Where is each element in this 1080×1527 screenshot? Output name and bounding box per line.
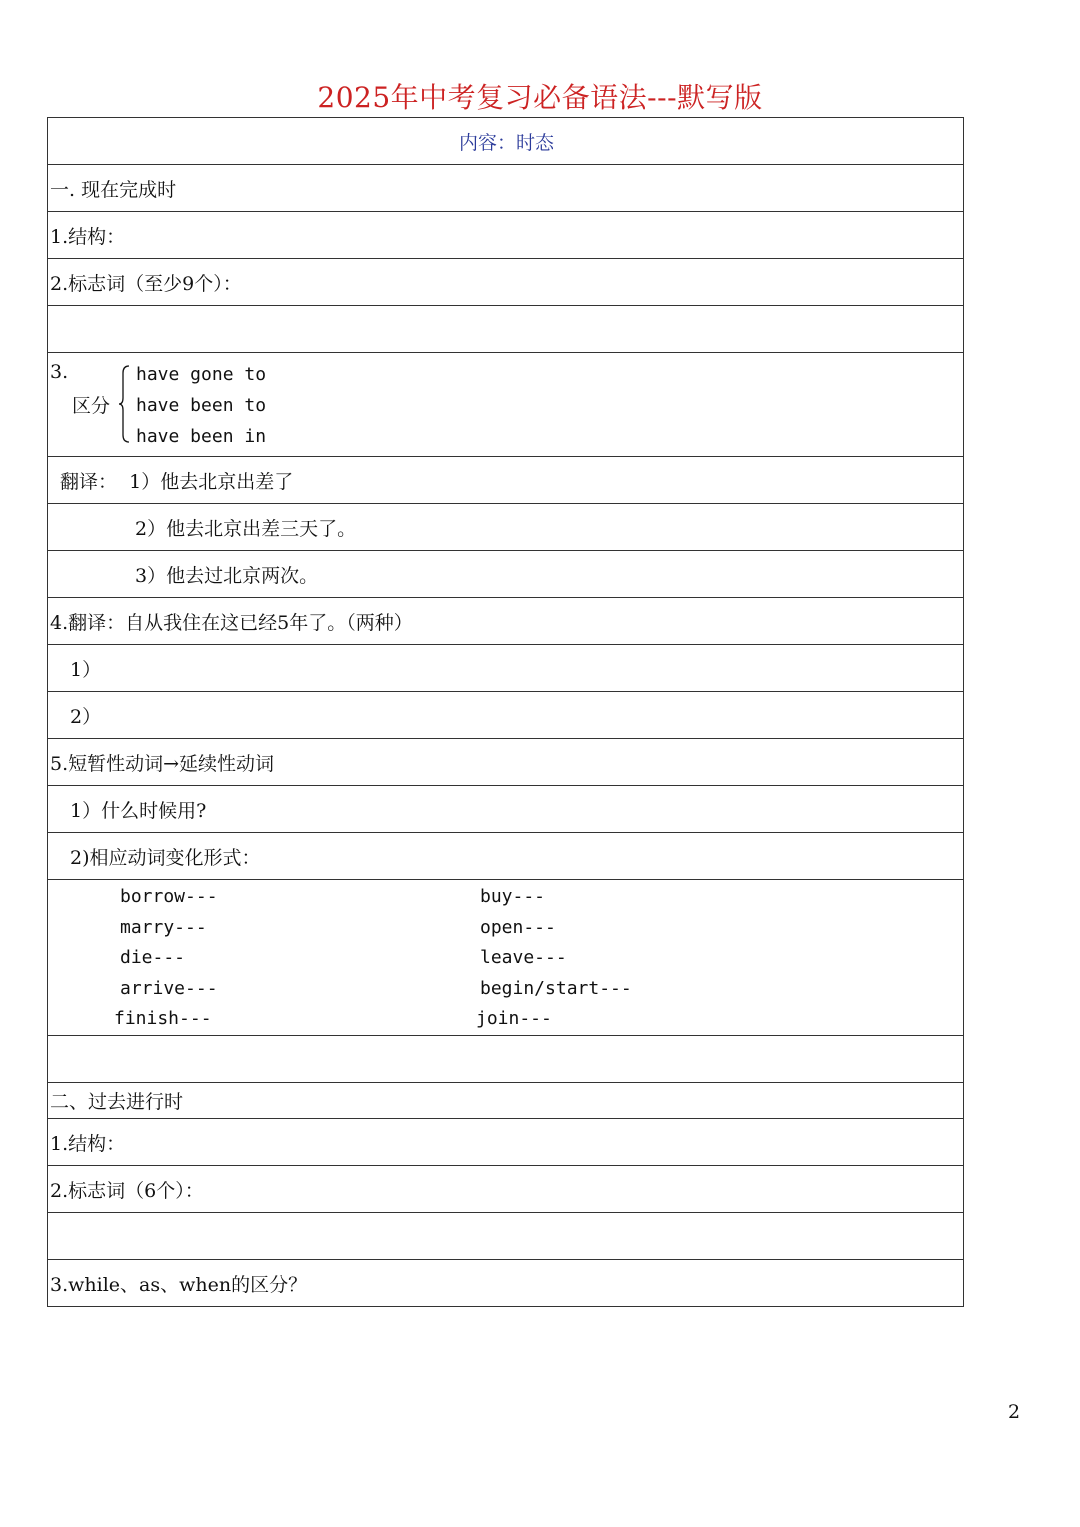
verb-left: finish--- [114,1008,212,1029]
section1-heading: 一. 现在完成时 [48,165,964,212]
verb-right: buy--- [480,886,546,907]
translate-row-1 [48,457,964,504]
s1-blank [48,1036,964,1083]
s2-signals: 2.标志词（6个）： [48,1166,964,1213]
verb-right: join--- [476,1008,552,1029]
diff-label: 区分 [72,395,111,417]
q4-answer-1: 1） [48,645,964,692]
s2-signals-blank [48,1213,964,1260]
verb-right: begin/start--- [480,978,632,999]
verb-left: die--- [120,947,186,968]
translate-row-2: 2）他去北京出差三天了。 [48,504,964,551]
diff-number: 3. [50,361,69,383]
verb-right: leave--- [480,947,567,968]
translate-row-3: 3）他去过北京两次。 [48,551,964,598]
diff-item: have been in [136,426,267,447]
verb-left: marry--- [120,917,207,938]
brace-icon [118,365,130,443]
diff-item: have gone to [136,364,267,385]
q4-answer-2: 2） [48,692,964,739]
s1-q4: 4.翻译：自从我住在这已经5年了。（两种） [48,598,964,645]
verb-left: borrow--- [120,886,218,907]
translation-item: 1）他去北京出差了 [129,470,294,493]
s1-structure: 1.结构： [48,212,964,259]
s1-signals: 2.标志词（至少9个）： [48,259,964,306]
verb-left: arrive--- [120,978,218,999]
diff-items [136,359,266,452]
worksheet-table [47,117,964,1307]
verb-right: open--- [480,917,556,938]
diff-item: have been to [136,395,267,416]
q5-sub1: 1）什么时候用? [48,786,964,833]
s1-difference-cell [48,353,964,457]
s1-signals-blank [48,306,964,353]
verbs-cell [48,880,964,1036]
page-title: 2025年中考复习必备语法---默写版 [317,81,763,114]
content-header: 内容：时态 [48,118,964,165]
section2-heading: 二、过去进行时 [48,1083,964,1119]
s1-q5: 5.短暂性动词→延续性动词 [48,739,964,786]
translate-label: 翻译： [60,470,118,493]
s2-structure: 1.结构： [48,1119,964,1166]
page-number: 2 [1008,1401,1021,1423]
s2-q3: 3.while、as、when的区分？ [48,1260,964,1307]
q5-sub2: 2)相应动词变化形式： [48,833,964,880]
